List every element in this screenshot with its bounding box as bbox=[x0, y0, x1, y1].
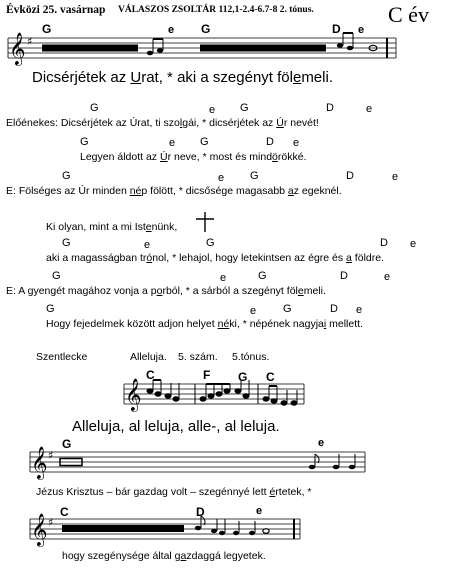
chord-label: G bbox=[258, 270, 267, 282]
svg-text:♯: ♯ bbox=[48, 516, 54, 529]
verse-line: Előénekes: Dicsérjétek az Úrat, ti szolgái, * dicsérjétek az Úr nevét! bbox=[6, 117, 319, 129]
chord-label: C bbox=[266, 370, 275, 384]
chord-label: G bbox=[238, 370, 248, 384]
section-label: Szentlecke bbox=[36, 351, 88, 363]
treble-clef-icon: 𝄞 bbox=[31, 513, 48, 546]
verse-line: Legyen áldott az Úr neve, * most és mindörökké. bbox=[80, 151, 307, 163]
chord-label: e bbox=[356, 304, 363, 316]
chord-label: G bbox=[206, 237, 215, 249]
tone-label: 5.tónus. bbox=[232, 351, 270, 363]
verse-line: hogy szegénysége által gazdaggá legyetek. bbox=[62, 550, 266, 562]
verse-line: E: Fölséges az Úr minden nép fölött, * dicsősége magasabb az egeknél. bbox=[6, 185, 342, 197]
chord-label: C bbox=[146, 368, 155, 382]
chord-label: G bbox=[240, 102, 249, 114]
chord-label: e bbox=[144, 239, 151, 251]
chord-label: G bbox=[62, 437, 72, 451]
chord-label: D bbox=[346, 170, 354, 182]
chord-label: D bbox=[330, 303, 338, 315]
chord-label: e bbox=[318, 437, 325, 449]
verse-line: Ki olyan, mint a mi Istenünk, bbox=[46, 221, 178, 233]
chord-label: D bbox=[332, 22, 341, 36]
chord-label: e bbox=[169, 137, 176, 149]
chord-label: e bbox=[220, 272, 227, 284]
chord-label: e bbox=[358, 24, 365, 36]
chord-label: e bbox=[168, 24, 175, 36]
cross-icon bbox=[196, 212, 214, 232]
verse-line: E: A gyengét magához vonja a porból, * a sárból a szegényt fölemeli. bbox=[6, 285, 326, 297]
staff-4-notes bbox=[62, 516, 294, 539]
chord-label: e bbox=[250, 305, 257, 317]
chord-label: e bbox=[256, 505, 263, 517]
verse-line: aki a magasságban trónol, * lehajol, hogy letekintsen az égre és a földre. bbox=[46, 252, 384, 264]
chord-label: G bbox=[250, 170, 259, 182]
chord-label: G bbox=[80, 136, 89, 148]
psalm-reference: VÁLASZOS ZSOLTÁR 112,1-2.4-6.7-8 2. tónus. bbox=[118, 5, 314, 15]
chord-label: F bbox=[203, 368, 211, 382]
hymn-number: 5. szám. bbox=[178, 351, 218, 363]
chord-label: e bbox=[218, 172, 225, 184]
chord-label: G bbox=[90, 102, 99, 114]
chord-label: e bbox=[392, 171, 399, 183]
chord-label: G bbox=[62, 237, 71, 249]
chord-label: D bbox=[266, 136, 274, 148]
chord-label: e bbox=[293, 137, 300, 149]
alleluia-label: Alleluja. bbox=[130, 351, 167, 363]
chord-label: D bbox=[326, 102, 334, 114]
page-title: Évközi 25. vasárnap bbox=[6, 4, 106, 16]
chord-label: e bbox=[366, 103, 373, 115]
verse-line: Hogy fejedelmek között adjon helyet néki, * népének nagyjai mellett. bbox=[46, 318, 363, 330]
chord-label: C bbox=[60, 505, 69, 519]
treble-clef-icon: 𝄞 bbox=[9, 32, 26, 65]
chord-label: G bbox=[283, 303, 292, 315]
chord-label: G bbox=[46, 303, 55, 315]
chord-label: e bbox=[209, 104, 216, 116]
refrain-text: Dicsérjétek az Urat, * aki a szegényt fölemeli. bbox=[32, 69, 333, 86]
chord-label: D bbox=[340, 270, 348, 282]
chord-label: G bbox=[201, 22, 211, 36]
svg-text:♯: ♯ bbox=[48, 449, 54, 462]
alleluia-text: Alleluja, al leluja, alle-, al leluja. bbox=[72, 418, 280, 435]
chord-label: e bbox=[410, 238, 417, 250]
chord-label: G bbox=[42, 22, 52, 36]
liturgical-year: C év bbox=[388, 2, 429, 27]
chord-label: D bbox=[380, 237, 388, 249]
chord-label: G bbox=[52, 270, 61, 282]
svg-text:♯: ♯ bbox=[27, 35, 33, 48]
verse-line: Jézus Krisztus – bár gazdag volt – szegénnyé lett értetek, * bbox=[36, 486, 312, 498]
chord-label: G bbox=[200, 136, 209, 148]
chord-label: D bbox=[196, 505, 205, 519]
treble-clef-icon: 𝄞 bbox=[31, 446, 48, 479]
chord-label: G bbox=[62, 170, 71, 182]
chord-label: e bbox=[384, 271, 391, 283]
staff-1-notes bbox=[42, 33, 387, 58]
treble-clef-icon: 𝄞 bbox=[125, 378, 142, 411]
